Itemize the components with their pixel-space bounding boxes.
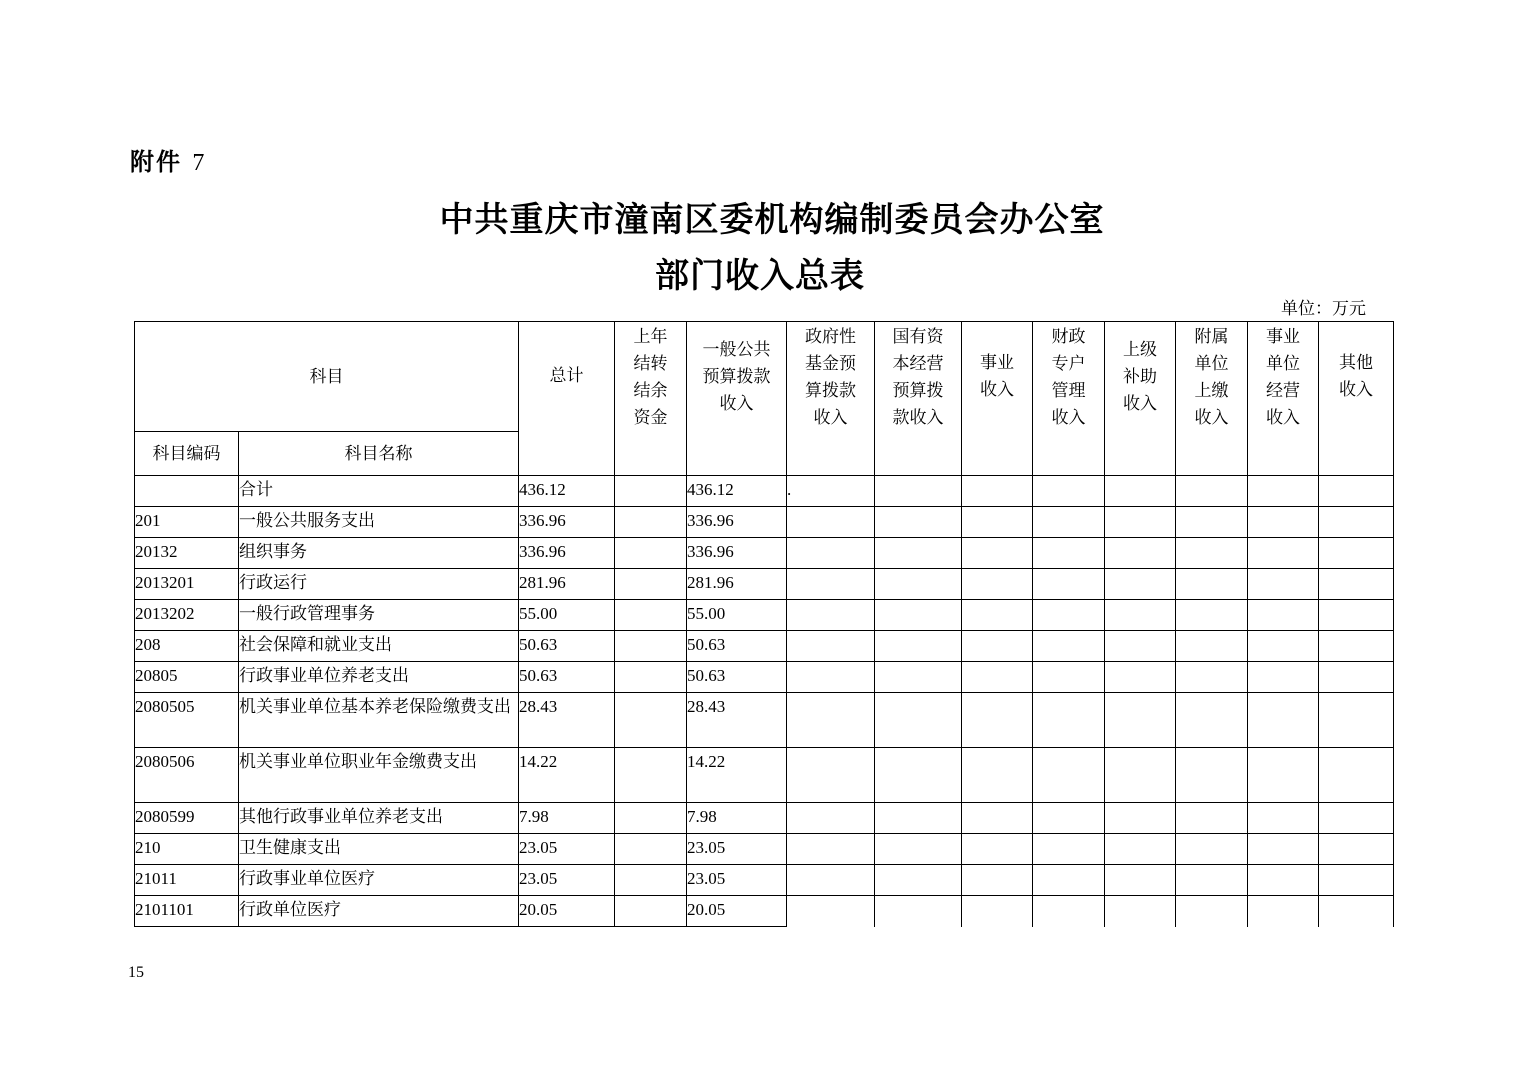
header-subject: 科目 bbox=[135, 322, 519, 432]
cell-empty bbox=[1248, 865, 1319, 896]
cell-general-budget: 23.05 bbox=[687, 865, 787, 896]
cell-subject-name: 卫生健康支出 bbox=[239, 834, 519, 865]
cell-subject-code: 201 bbox=[135, 507, 239, 538]
cell-empty bbox=[962, 600, 1033, 631]
cell-total: 50.63 bbox=[519, 662, 615, 693]
header-business-income bbox=[962, 322, 1033, 476]
table-row bbox=[135, 865, 1394, 896]
cell-total: 28.43 bbox=[519, 693, 615, 748]
cell-empty bbox=[1176, 569, 1248, 600]
header-subject-name: 科目名称 bbox=[239, 432, 519, 476]
cell-empty bbox=[962, 803, 1033, 834]
cell-empty bbox=[1176, 476, 1248, 507]
cell-empty bbox=[787, 693, 875, 748]
cell-empty bbox=[787, 865, 875, 896]
cell-empty bbox=[1033, 803, 1105, 834]
cell-empty bbox=[1105, 631, 1176, 662]
cell-subject-code: 21011 bbox=[135, 865, 239, 896]
cell-empty bbox=[1033, 600, 1105, 631]
cell-total: 7.98 bbox=[519, 803, 615, 834]
cell-empty bbox=[1176, 896, 1248, 927]
cell-prior-year bbox=[615, 569, 687, 600]
cell-general-budget: 436.12 bbox=[687, 476, 787, 507]
cell-empty bbox=[1176, 600, 1248, 631]
cell-empty bbox=[875, 748, 962, 803]
cell-empty bbox=[875, 803, 962, 834]
cell-subject-name: 机关事业单位职业年金缴费支出 bbox=[239, 748, 519, 803]
cell-empty bbox=[962, 538, 1033, 569]
cell-prior-year bbox=[615, 865, 687, 896]
cell-prior-year bbox=[615, 834, 687, 865]
cell-empty bbox=[1033, 693, 1105, 748]
table-row bbox=[135, 600, 1394, 631]
cell-empty bbox=[1319, 569, 1394, 600]
cell-subject-code: 208 bbox=[135, 631, 239, 662]
cell-subject-code: 2080506 bbox=[135, 748, 239, 803]
cell-empty bbox=[1319, 476, 1394, 507]
cell-empty bbox=[787, 600, 875, 631]
cell-empty bbox=[1033, 569, 1105, 600]
header-superior-subsidy bbox=[1105, 322, 1176, 476]
header-line: 预算拨款 bbox=[702, 367, 771, 386]
cell-empty bbox=[787, 748, 875, 803]
cell-prior-year bbox=[615, 538, 687, 569]
cell-total: 436.12 bbox=[519, 476, 615, 507]
cell-subject-code: 20805 bbox=[135, 662, 239, 693]
cell-empty bbox=[1176, 865, 1248, 896]
cell-subject-code: 210 bbox=[135, 834, 239, 865]
cell-empty bbox=[962, 896, 1033, 927]
cell-empty bbox=[1248, 476, 1319, 507]
header-line: 本经营 bbox=[892, 354, 944, 373]
table-row bbox=[135, 896, 1394, 927]
header-line: 结转 bbox=[633, 354, 668, 373]
header-line: 收入 bbox=[1266, 408, 1300, 427]
cell-empty bbox=[1105, 896, 1176, 927]
cell-empty bbox=[1319, 631, 1394, 662]
header-line: 政府性 bbox=[805, 327, 856, 346]
table-row bbox=[135, 507, 1394, 538]
header-line: 其他 bbox=[1339, 353, 1373, 372]
cell-empty bbox=[875, 662, 962, 693]
cell-empty bbox=[962, 693, 1033, 748]
header-state-capital bbox=[875, 322, 962, 476]
cell-empty bbox=[1248, 600, 1319, 631]
table-row bbox=[135, 834, 1394, 865]
cell-subject-name: 社会保障和就业支出 bbox=[239, 631, 519, 662]
cell-empty bbox=[1033, 631, 1105, 662]
cell-total: 336.96 bbox=[519, 538, 615, 569]
cell-empty bbox=[1176, 748, 1248, 803]
cell-empty bbox=[1248, 507, 1319, 538]
cell-empty bbox=[1105, 507, 1176, 538]
header-line: 事业 bbox=[980, 353, 1014, 372]
cell-prior-year bbox=[615, 662, 687, 693]
cell-empty bbox=[1176, 631, 1248, 662]
cell-empty bbox=[1248, 834, 1319, 865]
cell-prior-year bbox=[615, 476, 687, 507]
cell-empty bbox=[1319, 600, 1394, 631]
header-line: 单位 bbox=[1194, 354, 1229, 373]
cell-empty bbox=[787, 507, 875, 538]
cell-empty bbox=[1248, 748, 1319, 803]
attachment-number: 7 bbox=[192, 150, 207, 176]
cell-subject-code: 20132 bbox=[135, 538, 239, 569]
header-line: 结余 bbox=[633, 381, 668, 400]
cell-general-budget: 28.43 bbox=[687, 693, 787, 748]
header-line: 事业 bbox=[1266, 327, 1300, 346]
cell-empty bbox=[1033, 662, 1105, 693]
cell-empty bbox=[1105, 538, 1176, 569]
table-row bbox=[135, 693, 1394, 748]
table-row bbox=[135, 631, 1394, 662]
cell-empty bbox=[1176, 507, 1248, 538]
cell-empty bbox=[875, 865, 962, 896]
cell-empty bbox=[962, 865, 1033, 896]
cell-subject-code: 2080505 bbox=[135, 693, 239, 748]
cell-empty bbox=[1033, 507, 1105, 538]
header-line: 上级 bbox=[1123, 340, 1157, 359]
cell-empty bbox=[962, 834, 1033, 865]
cell-empty bbox=[1319, 538, 1394, 569]
cell-empty bbox=[1105, 476, 1176, 507]
cell-empty bbox=[1176, 662, 1248, 693]
cell-empty bbox=[962, 569, 1033, 600]
cell-total: 336.96 bbox=[519, 507, 615, 538]
cell-empty bbox=[875, 834, 962, 865]
table-row bbox=[135, 569, 1394, 600]
cell-total: 23.05 bbox=[519, 834, 615, 865]
cell-subject-code: 2101101 bbox=[135, 896, 239, 927]
cell-subject-code: 2080599 bbox=[135, 803, 239, 834]
header-subject-code: 科目编码 bbox=[135, 432, 239, 476]
cell-empty bbox=[875, 896, 962, 927]
cell-general-budget: 7.98 bbox=[687, 803, 787, 834]
cell-subject-name: 行政运行 bbox=[239, 569, 519, 600]
cell-prior-year bbox=[615, 507, 687, 538]
header-line: 收入 bbox=[1194, 408, 1229, 427]
cell-total: 50.63 bbox=[519, 631, 615, 662]
cell-empty bbox=[875, 476, 962, 507]
cell-empty bbox=[875, 507, 962, 538]
cell-empty bbox=[1248, 631, 1319, 662]
cell-prior-year bbox=[615, 803, 687, 834]
cell-empty bbox=[1248, 693, 1319, 748]
header-line: 财政 bbox=[1051, 327, 1086, 346]
unit-label: 单位：万元 bbox=[1281, 299, 1366, 318]
cell-empty bbox=[1176, 803, 1248, 834]
cell-prior-year bbox=[615, 600, 687, 631]
cell-empty bbox=[875, 631, 962, 662]
cell-subject-code: 2013201 bbox=[135, 569, 239, 600]
page-number: 15 bbox=[128, 964, 144, 981]
cell-empty bbox=[1248, 662, 1319, 693]
cell-empty bbox=[962, 631, 1033, 662]
cell-empty bbox=[1319, 865, 1394, 896]
cell-empty bbox=[1248, 803, 1319, 834]
cell-total: 14.22 bbox=[519, 748, 615, 803]
cell-mark: . bbox=[787, 476, 875, 507]
header-row bbox=[135, 322, 1394, 432]
cell-empty bbox=[1248, 538, 1319, 569]
header-line: 资金 bbox=[633, 408, 668, 427]
header-line: 管理 bbox=[1051, 381, 1086, 400]
cell-empty bbox=[1033, 865, 1105, 896]
cell-general-budget: 281.96 bbox=[687, 569, 787, 600]
cell-subject-code bbox=[135, 476, 239, 507]
cell-subject-name: 行政事业单位医疗 bbox=[239, 865, 519, 896]
cell-subject-name: 行政事业单位养老支出 bbox=[239, 662, 519, 693]
cell-prior-year bbox=[615, 748, 687, 803]
cell-subject-code: 2013202 bbox=[135, 600, 239, 631]
cell-total: 23.05 bbox=[519, 865, 615, 896]
header-line: 算拨款 bbox=[805, 381, 856, 400]
cell-empty bbox=[1319, 693, 1394, 748]
header-line: 收入 bbox=[1339, 380, 1373, 399]
cell-empty bbox=[875, 600, 962, 631]
cell-empty bbox=[1176, 538, 1248, 569]
header-general-budget bbox=[687, 322, 787, 476]
header-prior-year bbox=[615, 322, 687, 476]
cell-empty bbox=[1105, 600, 1176, 631]
header-line: 一般公共 bbox=[702, 340, 771, 359]
cell-empty bbox=[875, 569, 962, 600]
header-line: 预算拨 bbox=[892, 381, 944, 400]
header-line: 款收入 bbox=[892, 408, 944, 427]
cell-empty bbox=[1176, 693, 1248, 748]
attachment-text: 附件 bbox=[130, 148, 182, 176]
cell-subject-name: 机关事业单位基本养老保险缴费支出 bbox=[239, 693, 519, 748]
cell-general-budget: 50.63 bbox=[687, 631, 787, 662]
cell-general-budget: 336.96 bbox=[687, 507, 787, 538]
header-line: 收入 bbox=[980, 380, 1014, 399]
header-line: 附属 bbox=[1194, 327, 1229, 346]
cell-subject-name: 一般公共服务支出 bbox=[239, 507, 519, 538]
table-row bbox=[135, 476, 1394, 507]
header-line: 收入 bbox=[1123, 394, 1157, 413]
header-total: 总计 bbox=[519, 322, 615, 476]
header-business-operation bbox=[1248, 322, 1319, 476]
cell-general-budget: 14.22 bbox=[687, 748, 787, 803]
cell-empty bbox=[1248, 896, 1319, 927]
header-line: 上缴 bbox=[1194, 381, 1229, 400]
header-line: 补助 bbox=[1123, 367, 1157, 386]
attachment-label bbox=[130, 142, 206, 177]
cell-empty bbox=[1033, 748, 1105, 803]
table-body bbox=[135, 476, 1394, 927]
cell-empty bbox=[1105, 569, 1176, 600]
cell-total: 20.05 bbox=[519, 896, 615, 927]
cell-empty bbox=[1176, 834, 1248, 865]
cell-empty bbox=[1033, 538, 1105, 569]
cell-empty bbox=[1248, 569, 1319, 600]
cell-total: 55.00 bbox=[519, 600, 615, 631]
cell-prior-year bbox=[615, 631, 687, 662]
cell-subject-name: 其他行政事业单位养老支出 bbox=[239, 803, 519, 834]
cell-empty bbox=[1033, 834, 1105, 865]
table-row bbox=[135, 538, 1394, 569]
header-affiliated-units bbox=[1176, 322, 1248, 476]
cell-empty bbox=[1319, 803, 1394, 834]
cell-empty bbox=[1319, 834, 1394, 865]
cell-empty bbox=[875, 538, 962, 569]
cell-empty bbox=[875, 693, 962, 748]
cell-empty bbox=[1105, 865, 1176, 896]
cell-empty bbox=[1319, 507, 1394, 538]
cell-empty bbox=[1105, 748, 1176, 803]
cell-empty bbox=[787, 631, 875, 662]
cell-empty bbox=[962, 748, 1033, 803]
header-special-account bbox=[1033, 322, 1105, 476]
cell-general-budget: 23.05 bbox=[687, 834, 787, 865]
cell-empty bbox=[787, 569, 875, 600]
cell-empty bbox=[1033, 476, 1105, 507]
cell-general-budget: 50.63 bbox=[687, 662, 787, 693]
cell-subject-name: 行政单位医疗 bbox=[239, 896, 519, 927]
header-line: 单位 bbox=[1266, 354, 1300, 373]
header-line: 国有资 bbox=[892, 327, 944, 346]
cell-general-budget: 336.96 bbox=[687, 538, 787, 569]
document-title: 中共重庆市潼南区委机构编制委员会办公室 bbox=[439, 200, 1105, 240]
header-line: 基金预 bbox=[805, 354, 856, 373]
cell-empty bbox=[1105, 662, 1176, 693]
cell-empty bbox=[962, 476, 1033, 507]
cell-empty bbox=[1033, 896, 1105, 927]
cell-empty bbox=[1105, 693, 1176, 748]
cell-empty bbox=[1105, 834, 1176, 865]
cell-prior-year bbox=[615, 896, 687, 927]
header-other-income bbox=[1319, 322, 1394, 476]
cell-empty bbox=[787, 803, 875, 834]
cell-total: 281.96 bbox=[519, 569, 615, 600]
cell-general-budget: 20.05 bbox=[687, 896, 787, 927]
header-line: 上年 bbox=[633, 327, 668, 346]
table-row bbox=[135, 748, 1394, 803]
table-row bbox=[135, 803, 1394, 834]
header-gov-fund bbox=[787, 322, 875, 476]
cell-empty bbox=[1319, 748, 1394, 803]
header-line: 收入 bbox=[719, 394, 754, 413]
cell-empty bbox=[1319, 896, 1394, 927]
cell-empty bbox=[787, 896, 875, 927]
document-subtitle: 部门收入总表 bbox=[655, 256, 865, 296]
cell-empty bbox=[787, 834, 875, 865]
header-line: 经营 bbox=[1266, 381, 1300, 400]
header-line: 收入 bbox=[1051, 408, 1086, 427]
cell-empty bbox=[1319, 662, 1394, 693]
cell-empty bbox=[962, 662, 1033, 693]
cell-subject-name: 组织事务 bbox=[239, 538, 519, 569]
header-line: 专户 bbox=[1051, 354, 1086, 373]
table-row bbox=[135, 662, 1394, 693]
cell-empty bbox=[962, 507, 1033, 538]
cell-subject-name: 一般行政管理事务 bbox=[239, 600, 519, 631]
cell-prior-year bbox=[615, 693, 687, 748]
cell-empty bbox=[787, 662, 875, 693]
header-line: 收入 bbox=[813, 408, 848, 427]
cell-subject-name: 合计 bbox=[239, 476, 519, 507]
cell-general-budget: 55.00 bbox=[687, 600, 787, 631]
income-summary-table bbox=[134, 321, 1394, 927]
cell-empty bbox=[1105, 803, 1176, 834]
cell-empty bbox=[787, 538, 875, 569]
